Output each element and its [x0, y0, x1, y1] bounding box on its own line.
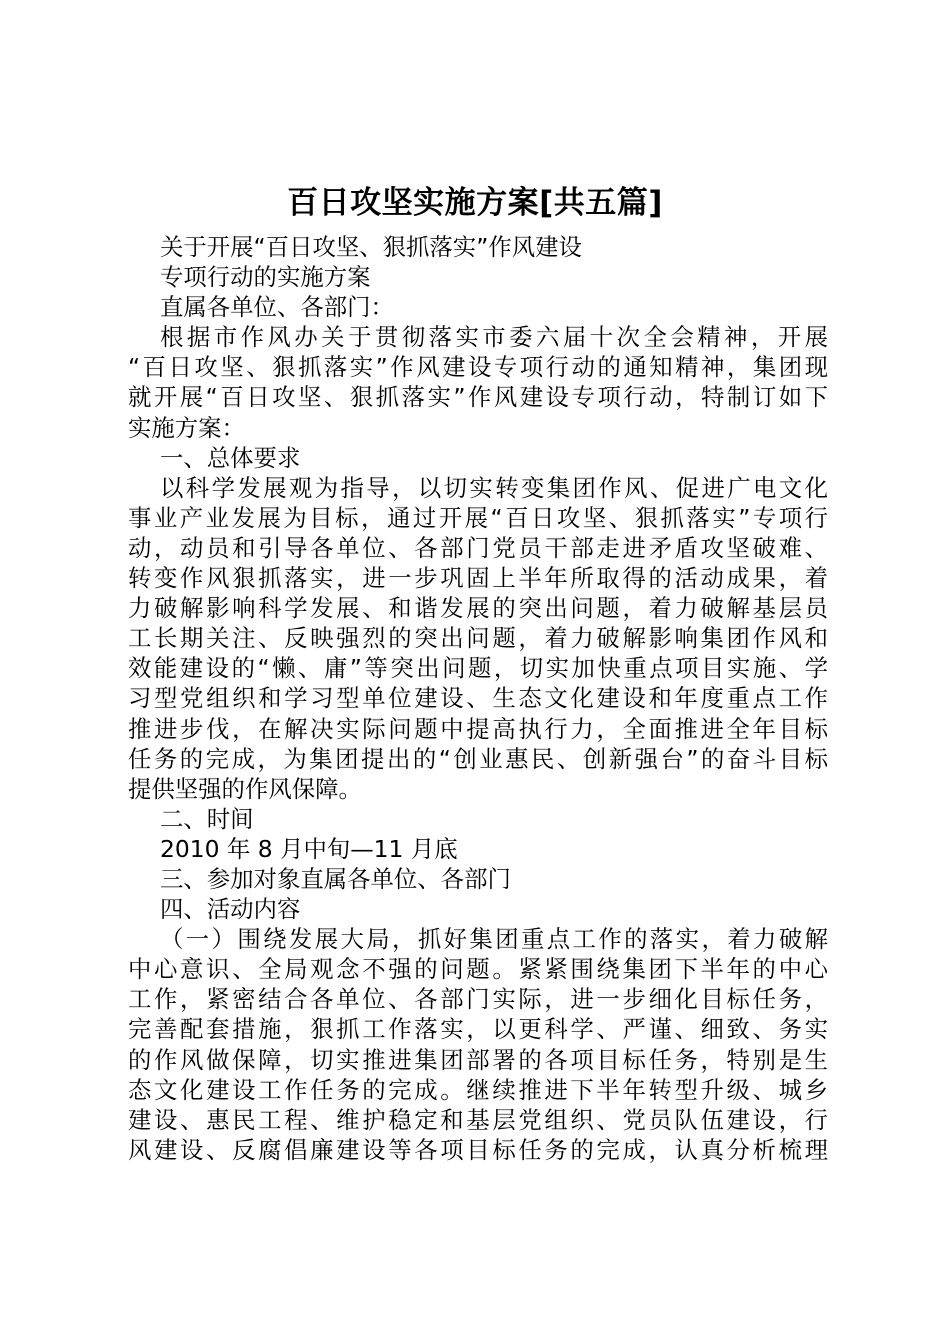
paragraph-line: 专项行动的实施方案 [160, 263, 371, 292]
document-body [128, 232, 828, 1165]
paragraph-line: 根据市作风办关于贯彻落实市委六届十次全会精神，开展 [160, 323, 828, 352]
paragraph-line: 关于开展“百日攻坚、狠抓落实”作风建设 [160, 233, 582, 261]
paragraph-line: 二、时间 [160, 804, 254, 833]
paragraph-line: 中心意识、全局观念不强的问题。紧紧围绕集团下半年的中心 [128, 955, 828, 984]
paragraph-line: 效能建设的“懒、庸”等突出问题，切实加快重点项目实施、学 [128, 654, 828, 683]
paragraph-line: 直属各单位、各部门： [160, 293, 394, 322]
paragraph-line: 四、活动内容 [160, 895, 301, 924]
paragraph-line: 任务的完成，为集团提出的“创业惠民、创新强台”的奋斗目标 [128, 744, 828, 773]
paragraph-line: 一、总体要求 [160, 443, 301, 472]
paragraph-line: 提供坚强的作风保障。 [128, 774, 362, 803]
paragraph-line: 三、参加对象直属各单位、各部门 [160, 864, 511, 893]
paragraph-line: 态文化建设工作任务的完成。继续推进下半年转型升级、城乡 [128, 1075, 828, 1104]
paragraph-line: 推进步伐，在解决实际问题中提高执行力，全面推进全年目标 [128, 714, 828, 743]
paragraph-line: 力破解影响科学发展、和谐发展的突出问题，着力破解基层员 [128, 594, 828, 623]
paragraph-line: 的作风做保障，切实推进集团部署的各项目标任务，特别是生 [128, 1045, 828, 1074]
paragraph-line: （一）围绕发展大局，抓好集团重点工作的落实，着力破解 [160, 925, 828, 954]
paragraph-line: 实施方案： [128, 413, 245, 442]
paragraph-line: 建设、惠民工程、维护稳定和基层党组织、党员队伍建设，行 [128, 1105, 828, 1134]
paragraph-line: 工长期关注、反映强烈的突出问题，着力破解影响集团作风和 [128, 624, 828, 653]
paragraph-line: “百日攻坚、狠抓落实”作风建设专项行动的通知精神，集团现 [128, 353, 828, 382]
paragraph-line: 风建设、反腐倡廉建设等各项目标任务的完成，认真分析梳理 [128, 1135, 828, 1164]
paragraph-line: 完善配套措施，狠抓工作落实，以更科学、严谨、细致、务实 [128, 1015, 828, 1044]
paragraph-line: 就开展“百日攻坚、狠抓落实”作风建设专项行动，特制订如下 [128, 383, 828, 412]
paragraph-line: 2010 年 8 月中旬—11 月底 [160, 834, 458, 863]
paragraph-line: 工作，紧密结合各单位、各部门实际，进一步细化目标任务， [128, 985, 828, 1014]
paragraph-line: 事业产业发展为目标，通过开展“百日攻坚、狠抓落实”专项行 [128, 503, 828, 532]
paragraph-line: 动，动员和引导各单位、各部门党员干部走进矛盾攻坚破难、 [128, 533, 828, 562]
paragraph-line: 转变作风狠抓落实，进一步巩固上半年所取得的活动成果，着 [128, 564, 828, 593]
paragraph-line: 习型党组织和学习型单位建设、生态文化建设和年度重点工作 [128, 684, 828, 713]
document-title: 百日攻坚实施方案[共五篇] [287, 185, 663, 221]
paragraph-line: 以科学发展观为指导，以切实转变集团作风、促进广电文化 [160, 473, 828, 502]
